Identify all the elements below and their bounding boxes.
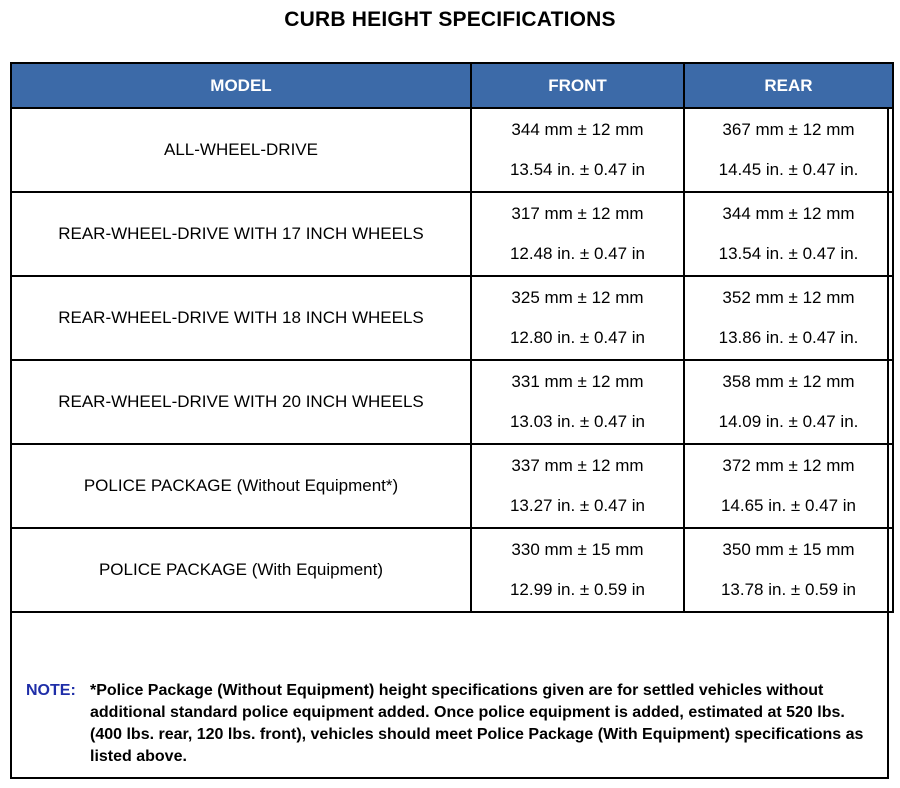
front-cell [471, 360, 684, 444]
model-cell: POLICE PACKAGE (With Equipment) [11, 528, 471, 612]
table-row [11, 528, 893, 612]
front-in: 12.48 in. ± 0.47 in [509, 244, 646, 263]
rear-in: 13.54 in. ± 0.47 in. [718, 244, 859, 263]
front-mm: 325 mm ± 12 mm [511, 288, 644, 307]
front-mm: 331 mm ± 12 mm [511, 372, 644, 391]
table-row [11, 276, 893, 360]
front-in: 12.80 in. ± 0.47 in [509, 328, 646, 347]
rear-mm: 350 mm ± 15 mm [722, 540, 855, 559]
rear-cell [684, 276, 893, 360]
front-in: 12.99 in. ± 0.59 in [509, 580, 646, 599]
rear-in: 13.86 in. ± 0.47 in. [718, 328, 859, 347]
rear-cell [684, 192, 893, 276]
table-row [11, 108, 893, 192]
rear-mm: 358 mm ± 12 mm [722, 372, 855, 391]
rear-in: 14.09 in. ± 0.47 in. [718, 412, 859, 431]
rear-cell [684, 360, 893, 444]
header-model: MODEL [11, 63, 471, 108]
front-cell [471, 192, 684, 276]
note-label: NOTE: [26, 682, 76, 699]
rear-cell [684, 108, 893, 192]
rear-mm: 352 mm ± 12 mm [722, 288, 855, 307]
rear-mm: 372 mm ± 12 mm [722, 456, 855, 475]
rear-in: 14.65 in. ± 0.47 in [720, 496, 857, 515]
front-in: 13.03 in. ± 0.47 in [509, 412, 646, 431]
model-cell: REAR-WHEEL-DRIVE WITH 17 INCH WHEELS [11, 192, 471, 276]
rear-mm: 344 mm ± 12 mm [722, 204, 855, 223]
rear-cell [684, 528, 893, 612]
curb-height-table [10, 62, 894, 613]
model-cell: REAR-WHEEL-DRIVE WITH 18 INCH WHEELS [11, 276, 471, 360]
rear-cell [684, 444, 893, 528]
table-header-row [11, 63, 893, 108]
rear-in: 13.78 in. ± 0.59 in [720, 580, 857, 599]
front-mm: 344 mm ± 12 mm [511, 120, 644, 139]
table-row [11, 360, 893, 444]
front-mm: 317 mm ± 12 mm [511, 204, 644, 223]
model-cell: POLICE PACKAGE (Without Equipment*) [11, 444, 471, 528]
rear-mm: 367 mm ± 12 mm [722, 120, 855, 139]
table-row [11, 192, 893, 276]
model-cell: REAR-WHEEL-DRIVE WITH 20 INCH WHEELS [11, 360, 471, 444]
table-row [11, 444, 893, 528]
front-cell [471, 444, 684, 528]
front-cell [471, 528, 684, 612]
front-cell [471, 108, 684, 192]
note-text: *Police Package (Without Equipment) height specifications given are for settled vehicles without additional standard police equipment added. Once police equipment is added, estimated at 520 lbs. (400 lbs. rear, 120 lbs. front), vehicles should meet Police Package (With Equipment) specifications as listed above. [90, 682, 864, 765]
header-rear: REAR [684, 63, 893, 108]
front-mm: 330 mm ± 15 mm [511, 540, 644, 559]
front-mm: 337 mm ± 12 mm [511, 456, 644, 475]
rear-in: 14.45 in. ± 0.47 in. [718, 160, 859, 179]
front-in: 13.27 in. ± 0.47 in [509, 496, 646, 515]
model-cell: ALL-WHEEL-DRIVE [11, 108, 471, 192]
header-front: FRONT [471, 63, 684, 108]
front-in: 13.54 in. ± 0.47 in [509, 160, 646, 179]
page-title: CURB HEIGHT SPECIFICATIONS [284, 8, 616, 31]
front-cell [471, 276, 684, 360]
